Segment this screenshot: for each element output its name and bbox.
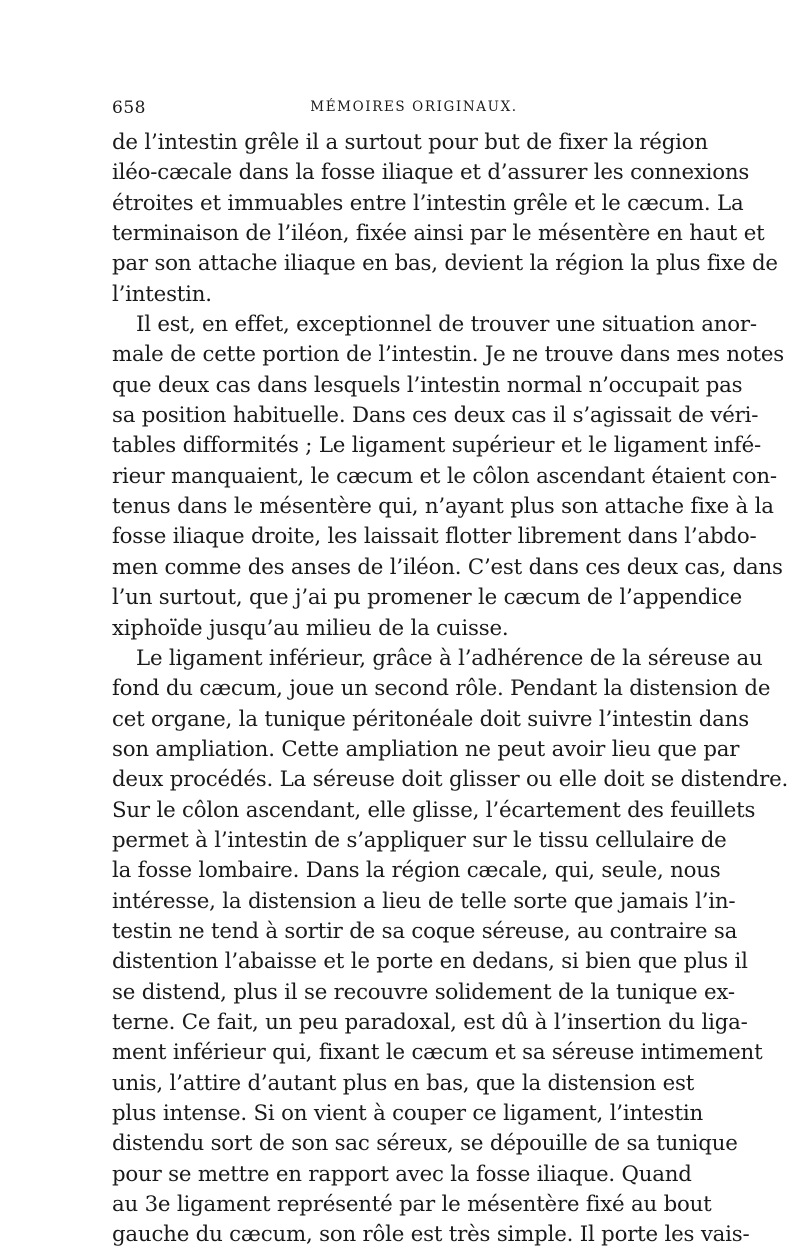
text-line: men comme des anses de l’iléon. C’est dans ces deux cas, dans — [112, 554, 783, 580]
text-line: distendu sort de son sac séreux, se dépouille de sa tunique — [112, 1131, 738, 1157]
text-line: Sur le côlon ascendant, elle glisse, l’écartement des feuillets — [112, 797, 756, 823]
text-line: pour se mettre en rapport avec la fosse iliaque. Quand — [112, 1161, 692, 1187]
text-line: l’un surtout, que j’ai pu promener le cæcum de l’appendice — [112, 585, 742, 611]
text-line: Le ligament inférieur, grâce à l’adhérence de la séreuse au — [136, 645, 763, 671]
text-line: l’intestin. — [112, 281, 212, 307]
text-line: par son attache iliaque en bas, devient la région la plus fixe de — [112, 251, 778, 277]
text-line: cet organe, la tunique péritonéale doit suivre l’intestin dans — [112, 706, 749, 732]
paragraph-2 — [112, 310, 784, 644]
text-line: fond du cæcum, joue un second rôle. Pendant la distension de — [112, 676, 771, 702]
text-line: testin ne tend à sortir de sa coque séreuse, au contraire sa — [112, 918, 738, 944]
text-line: étroites et immuables entre l’intestin grêle et le cæcum. La — [112, 190, 744, 216]
text-line: la fosse lombaire. Dans la région cæcale, qui, seule, nous — [112, 858, 721, 884]
page-number: 658 — [112, 98, 146, 118]
text-line: terne. Ce fait, un peu paradoxal, est dû à l’insertion du liga- — [112, 1009, 748, 1035]
body-text — [112, 128, 789, 1251]
text-line: deux procédés. La séreuse doit glisser ou elle doit se distendre. — [112, 767, 789, 793]
text-line: que deux cas dans lesquels l’intestin normal n’occupait pas — [112, 372, 743, 398]
text-line: iléo-cæcale dans la fosse iliaque et d’assurer les connexions — [112, 160, 750, 186]
running-head — [112, 98, 686, 122]
text-line: intéresse, la distension a lieu de telle sorte que jamais l’in- — [112, 888, 736, 914]
text-line: au 3e ligament représenté par le mésentère fixé au bout — [112, 1192, 712, 1218]
text-line: terminaison de l’iléon, fixée ainsi par le mésentère en haut et — [112, 221, 765, 247]
text-line: xiphoïde jusqu’au milieu de la cuisse. — [112, 615, 509, 641]
text-line: distention l’abaisse et le porte en dedans, si bien que plus il — [112, 949, 748, 975]
running-title: MÉMOIRES ORIGINAUX. — [310, 99, 518, 115]
book-page — [112, 98, 789, 1248]
text-line: fosse iliaque droite, les laissait flotter librement dans l’abdo- — [112, 524, 757, 550]
paragraph-3 — [112, 644, 789, 1251]
text-line: rieur manquaient, le cæcum et le côlon ascendant étaient con- — [112, 463, 777, 489]
text-line: sa position habituelle. Dans ces deux cas il s’agissait de véri- — [112, 403, 759, 429]
text-line: ment inférieur qui, fixant le cæcum et sa séreuse intimement — [112, 1040, 763, 1066]
text-line: Il est, en effet, exceptionnel de trouver une situation anor- — [136, 312, 757, 338]
text-line: unis, l’attire d’autant plus en bas, que la distension est — [112, 1070, 695, 1096]
text-line: permet à l’intestin de s’appliquer sur le tissu cellulaire de — [112, 827, 727, 853]
text-line: se distend, plus il se recouvre solidement de la tunique ex- — [112, 979, 735, 1005]
text-line: tenus dans le mésentère qui, n’ayant plus son attache fixe à la — [112, 494, 774, 520]
paragraph-1 — [112, 128, 778, 310]
text-line: son ampliation. Cette ampliation ne peut avoir lieu que par — [112, 736, 740, 762]
text-line: plus intense. Si on vient à couper ce ligament, l’intestin — [112, 1101, 703, 1126]
text-line: gauche du cæcum, son rôle est très simple. Il porte les vais- — [112, 1222, 750, 1248]
text-line: tables difformités ; Le ligament supérieur et le ligament infé- — [112, 433, 761, 459]
text-line: de l’intestin grêle il a surtout pour but de fixer la région — [112, 130, 708, 155]
text-line: male de cette portion de l’intestin. Je ne trouve dans mes notes — [112, 342, 784, 368]
